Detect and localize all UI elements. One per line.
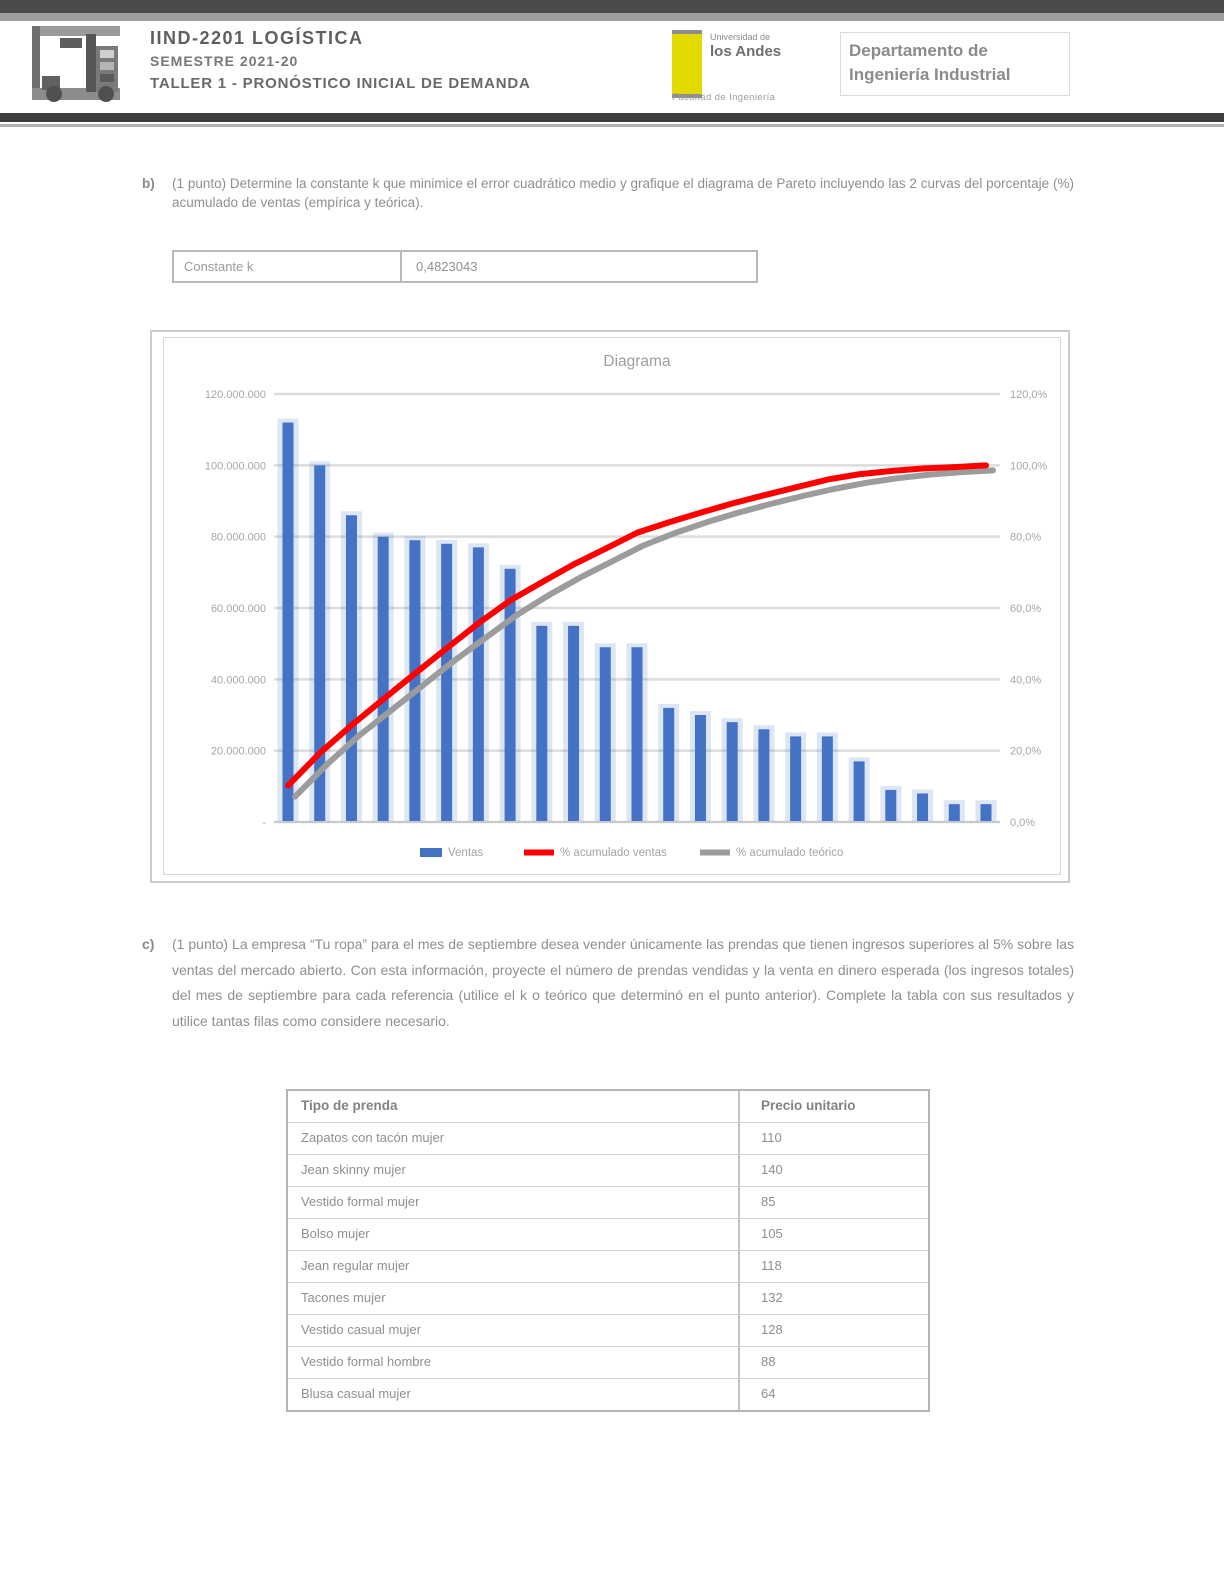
sales-bar xyxy=(727,722,738,822)
faculty-label: Facultad de Ingeniería xyxy=(672,92,776,103)
right-axis-label: 120,0% xyxy=(1010,389,1048,401)
item-name-cell: Blusa casual mujer xyxy=(288,1379,740,1410)
sales-bar xyxy=(378,537,389,822)
university-logo-icon xyxy=(672,30,702,98)
sales-bar xyxy=(600,647,611,822)
item-name-cell: Vestido formal hombre xyxy=(288,1347,740,1378)
sales-bar xyxy=(536,626,547,822)
sales-bar xyxy=(632,647,643,822)
table-row xyxy=(288,1155,928,1187)
sales-bar xyxy=(981,804,992,822)
item-name-cell: Vestido casual mujer xyxy=(288,1315,740,1346)
top-dark-bar xyxy=(0,0,1224,13)
right-axis-label: 20,0% xyxy=(1010,745,1042,758)
question-c-text: (1 punto) La empresa “Tu ropa” para el mes de septiembre desea vender únicamente las prendas que tienen ingresos superiores al 5% sobre las ventas del mercado abierto. Con esta información, proyecte el número de prendas vendidas y la venta en dinero esperada (los ingresos totales) del mes de septiembre para cada referencia (utilice el k o teórico que determinó en el punto anterior). Complete la tabla con sus resultados y utilice tantas filas como considere necesario. xyxy=(172,936,1074,1029)
question-c-label: c) xyxy=(142,936,155,952)
right-axis-label: 80,0% xyxy=(1010,531,1042,544)
top-gray-bar xyxy=(0,13,1224,21)
price-table xyxy=(286,1089,930,1412)
truck-icon xyxy=(30,24,122,106)
course-workshop-title: TALLER 1 - PRONÓSTICO INICIAL DE DEMANDA xyxy=(150,75,531,92)
item-name-cell: Tacones mujer xyxy=(288,1283,740,1314)
unit-price-cell: 118 xyxy=(761,1258,782,1273)
k-constant-label: Constante k xyxy=(174,252,402,281)
department-block xyxy=(840,32,1070,96)
legend-label: % acumulado ventas xyxy=(560,847,667,859)
sales-bar xyxy=(663,708,674,822)
question-b-label: b) xyxy=(142,176,155,191)
sales-bar xyxy=(346,515,357,822)
sales-bar xyxy=(949,804,960,822)
question-b-text: (1 punto) Determine la constante k que minimice el error cuadrático medio y grafique el diagrama de Pareto incluyendo las 2 curvas del porcentaje (%) acumulado de ventas (empírica y teórica). xyxy=(172,176,1074,210)
unit-price-cell: 85 xyxy=(761,1194,776,1209)
sales-bar xyxy=(409,540,420,822)
k-constant-value: 0,4823043 xyxy=(416,259,478,274)
price-table-header-row xyxy=(288,1091,928,1123)
legend-swatch-bar xyxy=(420,848,442,857)
sales-bar xyxy=(790,736,801,822)
sales-bar xyxy=(695,715,706,822)
item-name-cell: Jean skinny mujer xyxy=(288,1155,740,1186)
sales-bar xyxy=(822,736,833,822)
sales-bar xyxy=(283,423,294,822)
course-header xyxy=(150,26,531,96)
course-semester: SEMESTRE 2021-20 xyxy=(150,53,299,69)
table-row xyxy=(288,1283,928,1315)
table-row xyxy=(288,1187,928,1219)
sales-bar xyxy=(885,790,896,822)
pareto-chart-frame xyxy=(150,330,1070,883)
unit-price-cell: 140 xyxy=(761,1162,783,1177)
header-divider xyxy=(0,113,1224,122)
question-b xyxy=(142,174,1074,212)
unit-price-cell: 105 xyxy=(761,1226,783,1241)
sales-bar xyxy=(568,626,579,822)
right-axis-label: 100,0% xyxy=(1010,460,1048,473)
question-c xyxy=(142,932,1074,1034)
unit-price-cell: 132 xyxy=(761,1290,783,1305)
sales-bar xyxy=(473,547,484,822)
department-line2: Ingeniería Industrial xyxy=(849,65,1011,84)
unit-price-cell: 64 xyxy=(761,1386,776,1401)
university-logo-block xyxy=(672,28,832,103)
unit-price-cell: 110 xyxy=(761,1130,782,1145)
university-name-label: los Andes xyxy=(710,43,782,60)
legend-label: Ventas xyxy=(448,847,484,859)
pareto-chart xyxy=(152,332,1068,881)
table-row xyxy=(288,1251,928,1283)
table-row xyxy=(288,1379,928,1410)
item-name-cell: Bolso mujer xyxy=(288,1219,740,1250)
chart-legend xyxy=(420,847,843,859)
table-row xyxy=(288,1219,928,1251)
table-row xyxy=(288,1123,928,1155)
header-divider-light xyxy=(0,124,1224,127)
sales-bar xyxy=(758,729,769,822)
sales-bar xyxy=(917,793,928,822)
legend-label: % acumulado teórico xyxy=(736,847,844,859)
right-axis-label: 0,0% xyxy=(1010,817,1036,829)
unit-price-cell: 88 xyxy=(761,1354,776,1369)
university-small-label: Universidad de xyxy=(710,32,771,42)
left-axis-label: 20.000.000 xyxy=(210,745,266,758)
item-name-cell: Zapatos con tacón mujer xyxy=(288,1123,740,1154)
left-axis-label: 40.000.000 xyxy=(210,674,266,687)
department-line1: Departamento de xyxy=(849,41,988,60)
left-axis-label: 120.000.000 xyxy=(204,389,266,401)
item-name-cell: Vestido formal mujer xyxy=(288,1187,740,1218)
chart-title: Diagrama xyxy=(603,353,671,370)
price-table-header-price: Precio unitario xyxy=(761,1098,856,1113)
left-axis-label: - xyxy=(262,817,266,829)
table-row xyxy=(288,1347,928,1379)
course-code: IIND-2201 LOGÍSTICA xyxy=(150,28,364,48)
left-axis-label: 60.000.000 xyxy=(210,603,266,615)
price-table-header-item: Tipo de prenda xyxy=(288,1091,740,1122)
right-axis-label: 60,0% xyxy=(1010,603,1042,615)
table-row xyxy=(288,1315,928,1347)
left-axis-label: 80.000.000 xyxy=(210,531,266,544)
logistics-logo xyxy=(30,24,122,106)
sales-bar xyxy=(854,761,865,822)
left-axis-label: 100.000.000 xyxy=(204,460,266,473)
unit-price-cell: 128 xyxy=(761,1322,783,1337)
right-axis-label: 40,0% xyxy=(1010,674,1042,687)
sales-bar xyxy=(441,544,452,822)
k-constant-table xyxy=(172,250,758,283)
item-name-cell: Jean regular mujer xyxy=(288,1251,740,1282)
